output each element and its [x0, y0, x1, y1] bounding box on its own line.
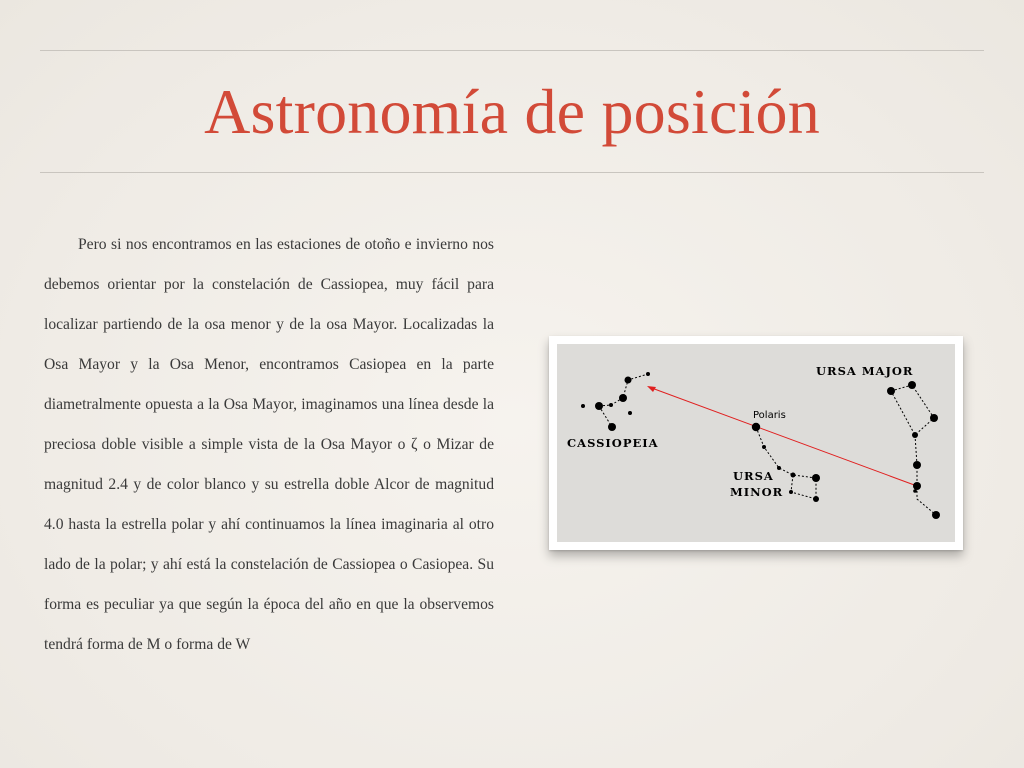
ursa-minor-label-line2: MINOR — [730, 485, 784, 499]
ursa-minor-label-line1: URSA — [733, 469, 774, 483]
ursa-major-label: URSA MAJOR — [816, 364, 914, 378]
bottom-divider — [40, 172, 984, 173]
constellation-map — [557, 344, 955, 542]
polaris-label: Polaris — [753, 410, 786, 421]
slide-title: Astronomía de posición — [204, 76, 820, 147]
top-divider — [40, 50, 984, 51]
constellation-diagram — [549, 336, 963, 550]
body-paragraph: Pero si nos encontramos en las estaciones de otoño e invierno nos debemos orientar por la constelación de Cassiopea, muy fácil para localizar partiendo de la osa menor y de la osa Mayor. Localizadas la Osa Mayor y la Osa Menor, encontramos Casiopea en la parte diametralmente opuesta a la Osa Mayor, imaginamos una línea desde la preciosa doble visible a simple vista de la Osa Mayor o ζ o Mizar de magnitud 2.4 y de color blanco y su estrella doble Alcor de magnitud 4.0 hasta la estrella polar y ahí continuamos la línea imaginaria al otro lado de la polar; y ahí está la constelación de Cassiopea o Casiopea. Su forma es peculiar ya que según la época del año en que la observemos tendrá forma de M o forma de W — [44, 236, 494, 653]
polaris-star — [752, 423, 760, 431]
cassiopeia-label: CASSIOPEIA — [567, 436, 659, 450]
